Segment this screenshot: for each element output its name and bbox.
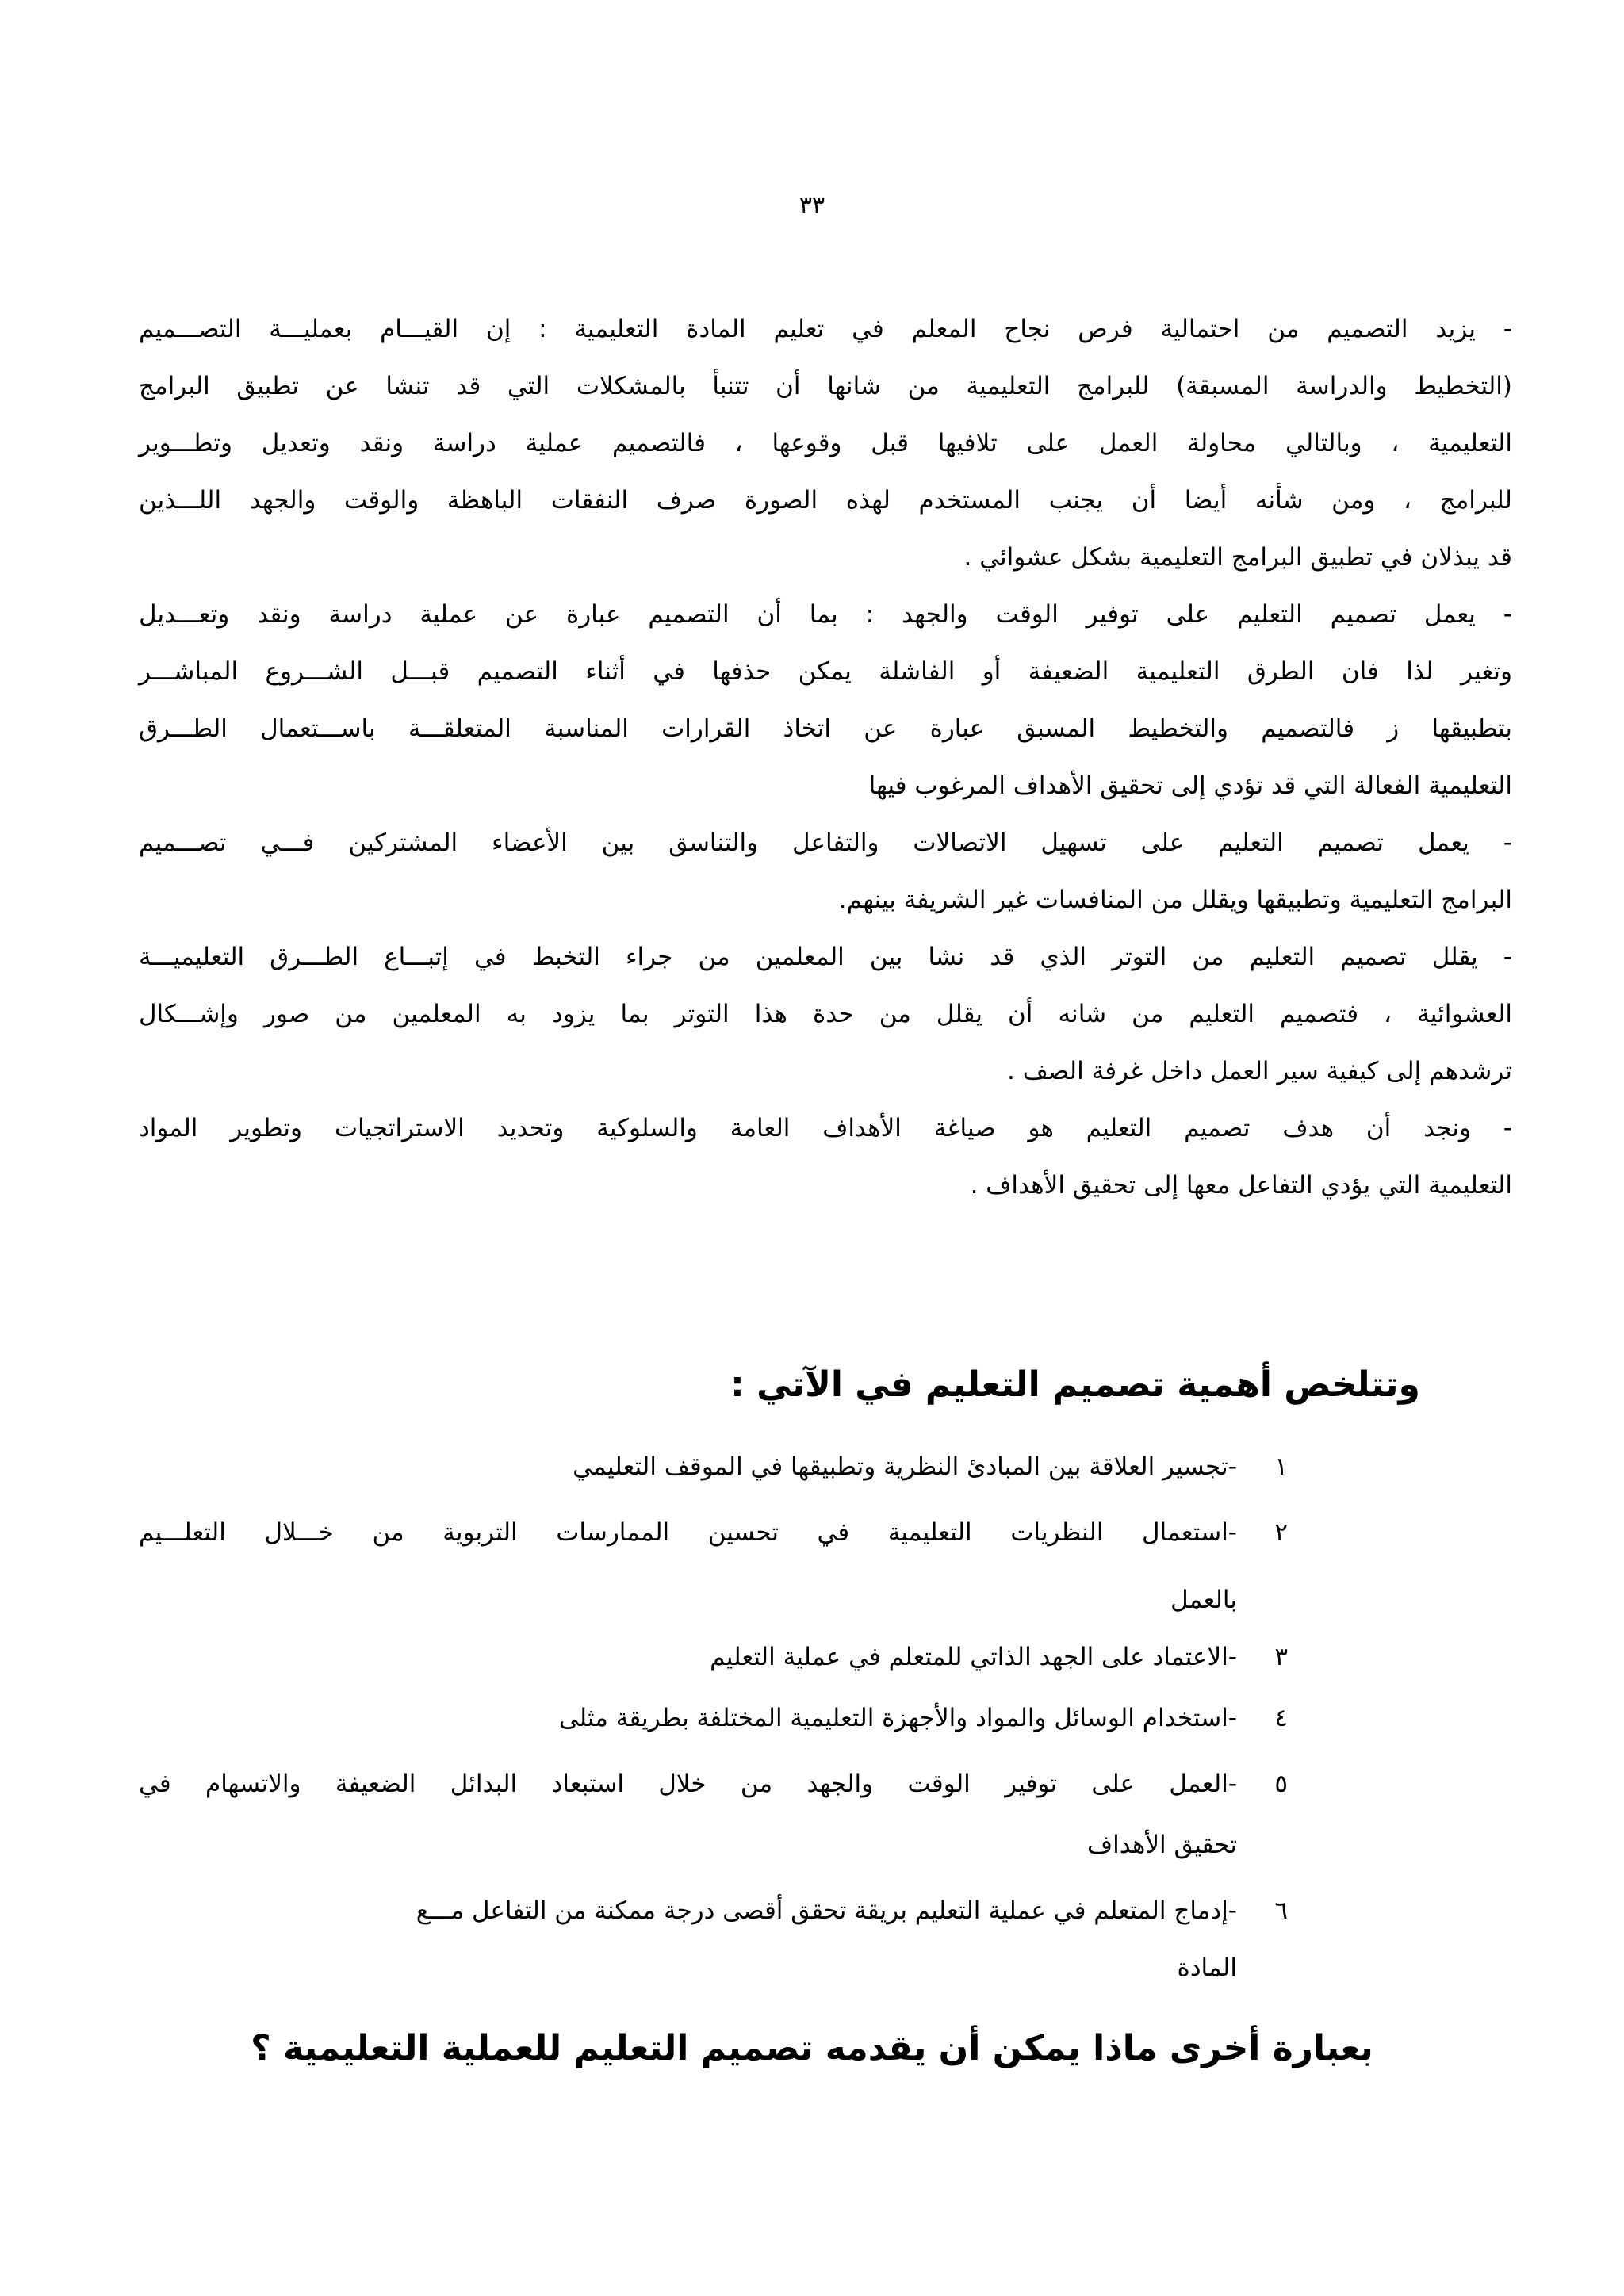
list-item-number: ٤ [1274,1704,1288,1732]
body-text-line: - يقلل تصميم التعليم من التوتر الذي قد نشا بين المعلمين من جراء التخبط في إتبـــاع الطـــرق التعليميـــة [139,943,1512,971]
body-text-line: بتطبيقها ز فالتصميم والتخطيط المسبق عبارة عن اتخاذ القرارات المناسبة المتعلقـــة باســـتعمال الطـــرق [139,714,1512,743]
list-item-text: -تجسير العلاقة بين المبادئ النظرية وتطبيقها في الموقف التعليمي [573,1452,1237,1481]
list-item-continuation [139,1816,1288,1873]
body-text-line: البرامج التعليمية وتطبيقها ويقلل من المنافسات غير الشريفة بينهم. [838,886,1512,914]
list-item-text: -الاعتماد على الجهد الذاتي للمتعلم في عملية التعليم [710,1643,1237,1671]
list-item-text: -استخدام الوسائل والمواد والأجهزة التعليمية المختلفة بطريقة مثلى [558,1704,1237,1732]
body-text-line: - يزيد التصميم من احتمالية فرص نجاح المعلم في تعليم المادة التعليمية : إن القيـــام بعمليـــة التصـــميم [139,315,1512,343]
list-item-number: ٥ [1274,1770,1288,1798]
body-text-block [139,300,1512,1214]
list-item-text: -العمل على توفير الوقت والجهد من خلال استبعاد البدائل الضعيفة والاتسهام في [139,1770,1237,1798]
body-text-line: التعليمية الفعالة التي قد تؤدي إلى تحقيق الأهداف المرغوب فيها [868,771,1512,800]
list-item [139,1504,1288,1561]
list-item-text: بالعمل [1170,1586,1237,1614]
list-item-number [1237,1939,1288,1996]
list-item-number [1237,1571,1288,1628]
body-text-line: قد يبذلان في تطبيق البرامج التعليمية بشكل عشوائي . [963,543,1512,572]
list-item [139,1755,1288,1812]
body-text-line: للبرامج ، ومن شأنه أيضا أن يجنب المستخدم لهذه الصورة صرف النفقات الباهظة والوقت والجهد اللـــذين [139,486,1512,515]
list-item [139,1882,1288,1939]
list-item-continuation [139,1571,1288,1628]
list-item-text: تحقيق الأهداف [1086,1831,1237,1859]
list-item-number: ٦ [1274,1896,1288,1925]
list-item-number: ٣ [1274,1643,1288,1671]
list-item [139,1628,1288,1686]
body-text-line: العشوائية ، فتصميم التعليم من شانه أن يقلل من حدة هذا التوتر بما يزود به المعلمين من صور وإشـــكال [139,1000,1512,1028]
body-text-line: - يعمل تصميم التعليم على تسهيل الاتصالات والتفاعل والتناسق بين الأعضاء المشتركين فـــي تصـــميم [139,828,1512,857]
list-item-number: ١ [1274,1452,1288,1481]
body-text-line: التعليمية التي يؤدي التفاعل معها إلى تحقيق الأهداف . [970,1171,1512,1200]
body-text-line: ترشدهم إلى كيفية سير العمل داخل غرفة الصف . [1007,1057,1512,1085]
list-item [139,1438,1288,1495]
list-item-number: ٢ [1274,1518,1288,1547]
question-heading: بعبارة أخرى ماذا يمكن أن يقدمه تصميم التعليم للعملية التعليمية ؟ [251,2028,1373,2068]
section-heading: وتتلخص أهمية تصميم التعليم في الآتي : [730,1364,1420,1405]
list-item-text: -إدماج المتعلم في عملية التعليم بريقة تحقق أقصى درجة ممكنة من التفاعل مـــع [416,1896,1237,1925]
body-text-line: وتغير لذا فان الطرق التعليمية الضعيفة أو الفاشلة يمكن حذفها في أثناء التصميم قبـــل الشـــروع المباشـــر [139,657,1512,686]
list-item-number [1237,1816,1288,1873]
list-item [139,1689,1288,1747]
body-text-line: - يعمل تصميم التعليم على توفير الوقت والجهد : بما أن التصميم عبارة عن عملية دراسة ونقد وتعـــديل [139,600,1512,629]
body-text-line: (التخطيط والدراسة المسبقة) للبرامج التعليمية من شانها أن تتنبأ بالمشكلات التي قد تنشا عن تطبيق البرامج [139,372,1512,400]
page-number: ٣٣ [799,192,825,220]
list-item-text: المادة [1177,1954,1237,1982]
body-text-line: - ونجد أن هدف تصميم التعليم هو صياغة الأهداف العامة والسلوكية وتحديد الاستراتجيات وتطوير المواد [139,1114,1512,1142]
list-item-continuation [139,1939,1288,1996]
body-text-line: التعليمية ، وبالتالي محاولة العمل على تلافيها قبل وقوعها ، فالتصميم عملية دراسة ونقد وتعديل وتطـــوير [139,429,1512,457]
list-item-text: -استعمال النظريات التعليمية في تحسين الممارسات التربوية من خـــلال التعلـــيم [139,1518,1237,1547]
